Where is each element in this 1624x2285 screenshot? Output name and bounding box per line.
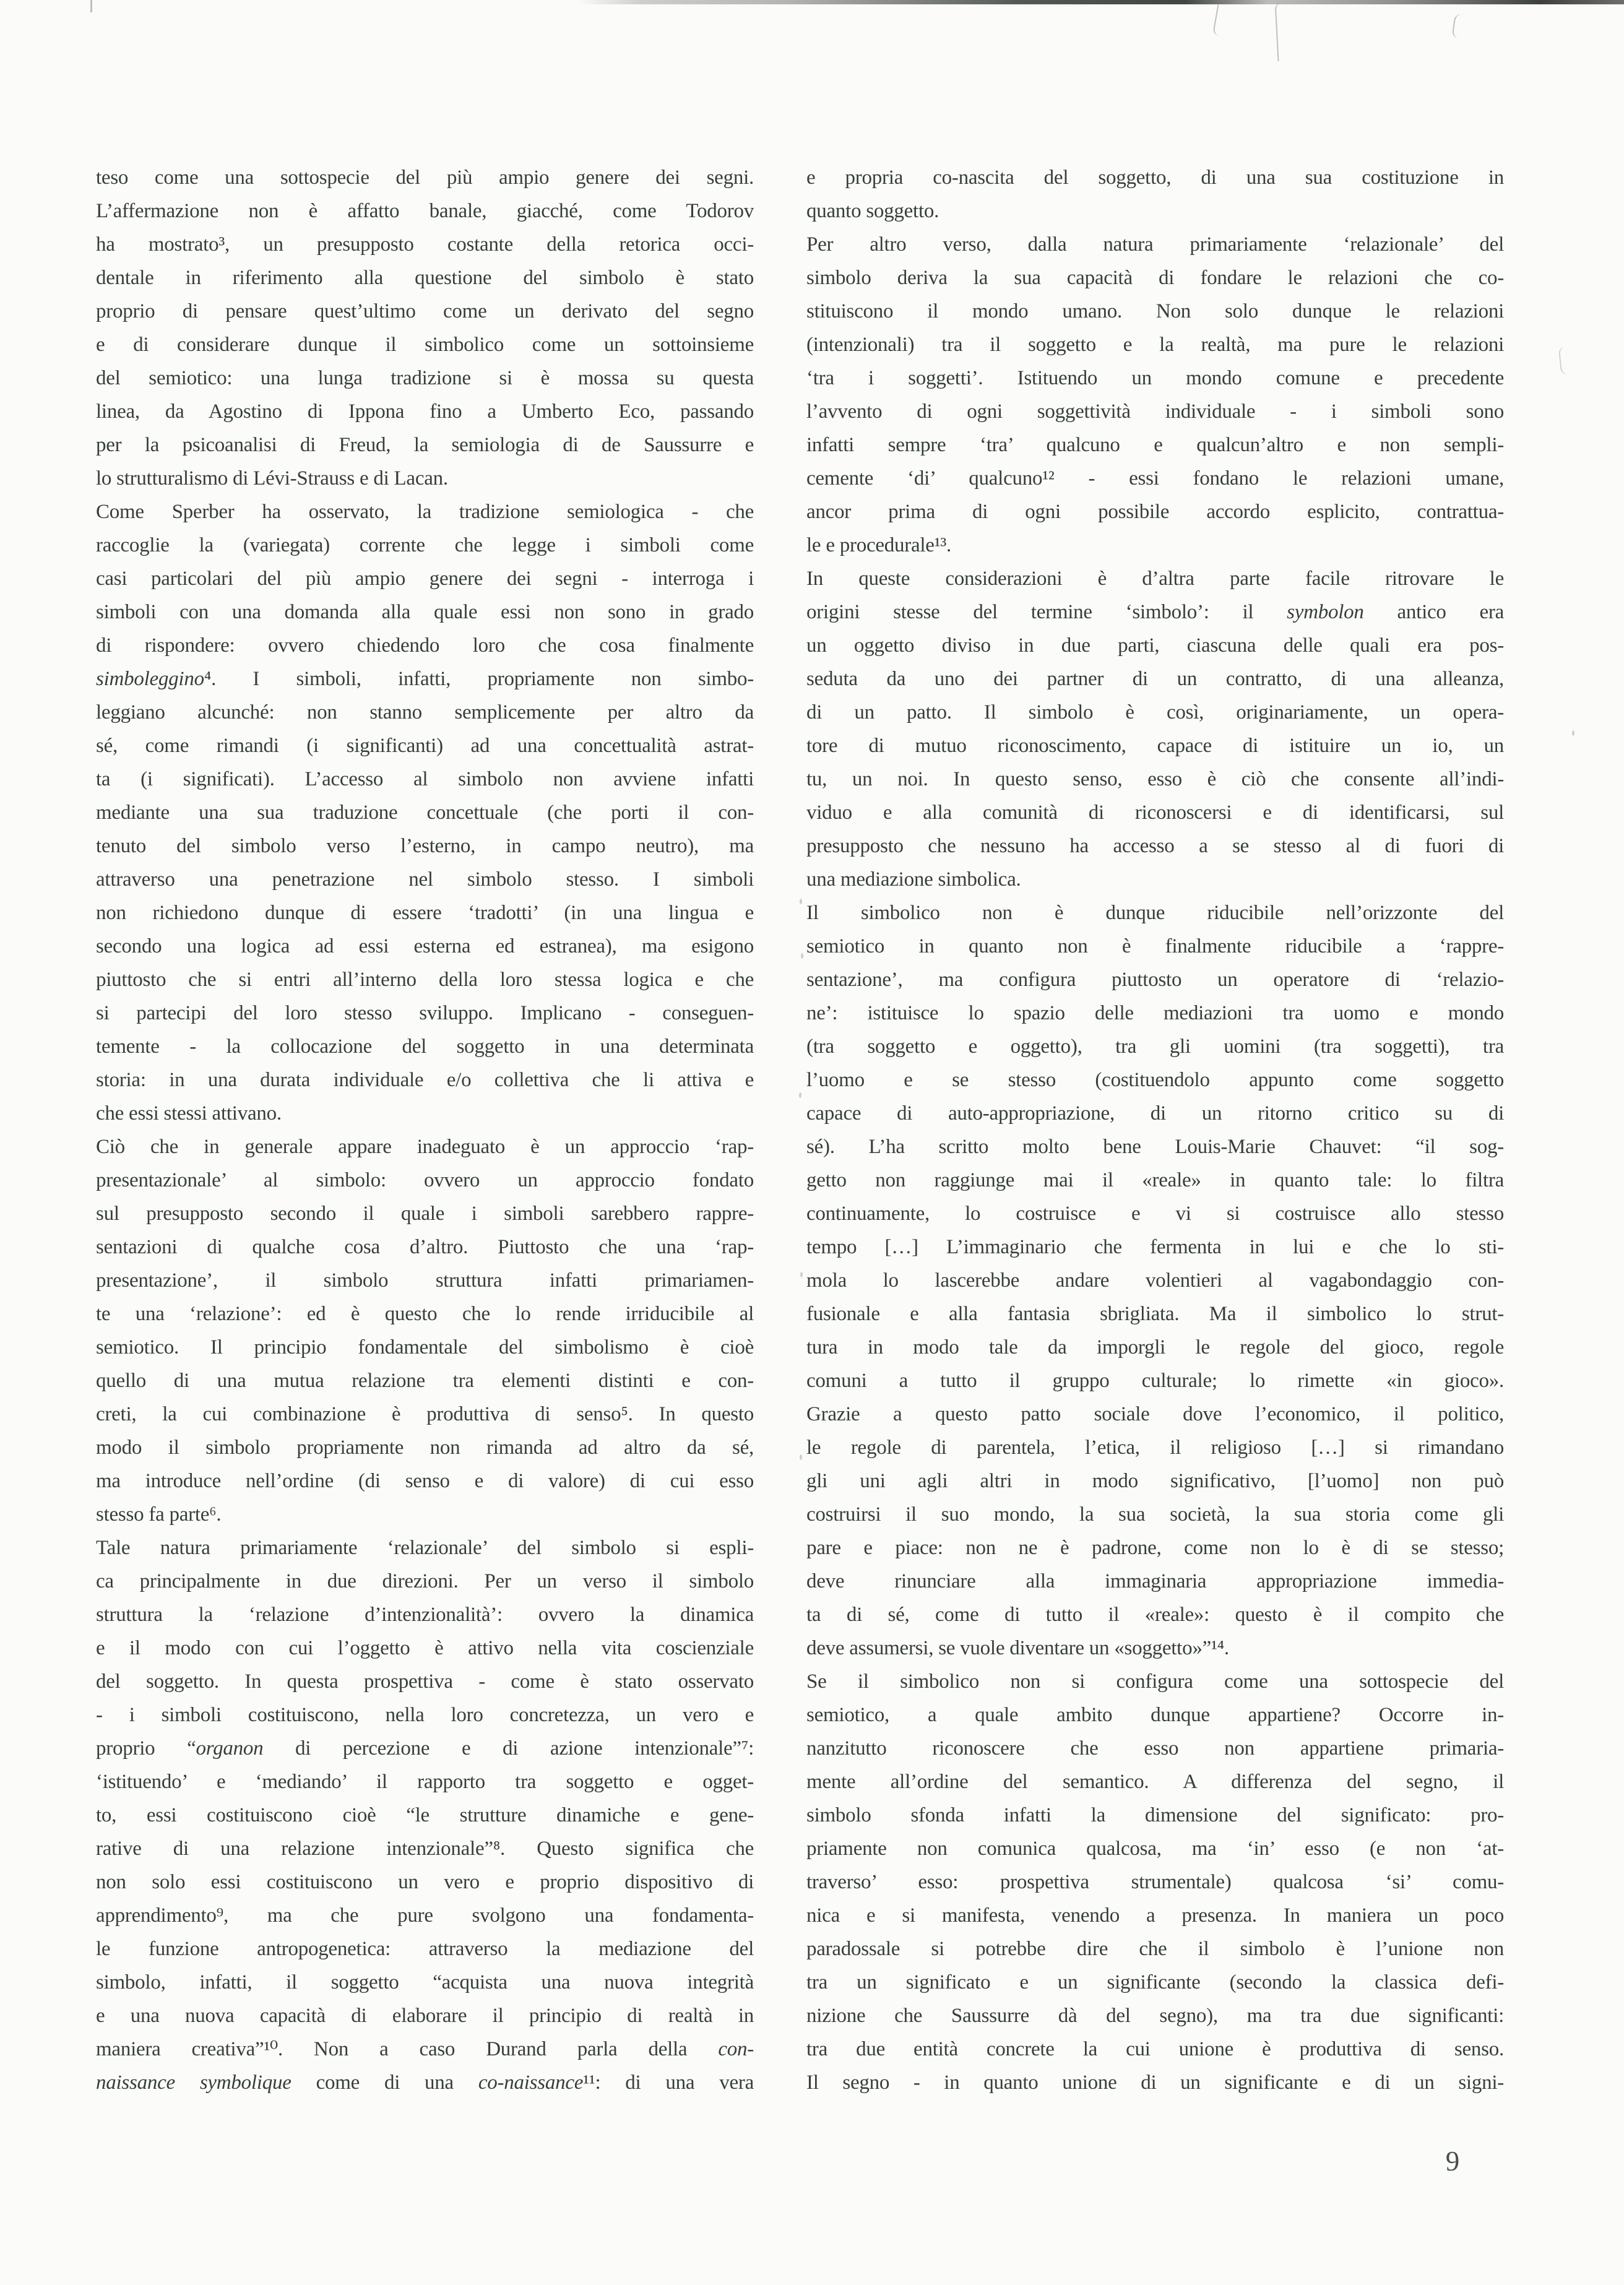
text-line: nanzitutto riconoscere che esso non appartiene primaria- (806, 1737, 1504, 1760)
text-line: origini stesse del termine ‘simbolo’: il symbolon antico era (806, 601, 1504, 623)
text-line: sé, come rimandi (i significanti) ad una concettualità astrat- (96, 735, 754, 757)
text-line: infatti sempre ‘tra’ qualcuno e qualcun’altro e non sempli- (806, 434, 1504, 456)
text-line: presentazione’, il simbolo struttura infatti primariamen- (96, 1269, 754, 1292)
text-line: dentale in riferimento alla questione del simbolo è stato (96, 267, 754, 289)
text-line: stituiscono il mondo umano. Non solo dunque le relazioni (806, 300, 1504, 322)
text-line: teso come una sottospecie del più ampio genere dei segni. (96, 166, 754, 189)
text-line: sentazioni di qualche cosa d’altro. Piuttosto che una ‘rap- (96, 1236, 754, 1258)
text-line: Ciò che in generale appare inadeguato è un approccio ‘rap- (96, 1136, 754, 1158)
text-line: e una nuova capacità di elaborare il principio di realtà in (96, 2005, 754, 2027)
paragraph (96, 1130, 754, 1531)
text-line: leggiano alcunché: non stanno semplicemente per altro da (96, 701, 754, 724)
column-right (806, 161, 1504, 2099)
text-line: tra un significato e un significante (secondo la classica defi- (806, 1971, 1504, 1993)
text-line: nica e si manifesta, venendo a presenza. In maniera un poco (806, 1904, 1504, 1927)
text-line: attraverso una penetrazione nel simbolo stesso. I simboli (96, 868, 754, 891)
text-line: deve rinunciare alla immaginaria appropriazione immedia- (806, 1570, 1504, 1592)
text-line: simbolo, infatti, il soggetto “acquista una nuova integrità (96, 1971, 754, 1993)
text-line: (tra soggetto e oggetto), tra gli uomini (tra soggetti), tra (806, 1035, 1504, 1058)
text-line: ne’: istituisce lo spazio delle mediazioni tra uomo e mondo (806, 1002, 1504, 1024)
text-line: linea, da Agostino di Ippona fino a Umberto Eco, passando (96, 400, 754, 423)
text-line: mente all’ordine del semantico. A differenza del segno, il (806, 1771, 1504, 1793)
scan-artifact-scratch (1212, 4, 1225, 36)
text-line: storia: in una durata individuale e/o collettiva che li attiva e (96, 1069, 754, 1091)
text-line: te una ‘relazione’: ed è questo che lo rende irriducibile al (96, 1303, 754, 1325)
text-line: capace di auto-appropriazione, di un ritorno critico su di (806, 1102, 1504, 1125)
text-line: piuttosto che si entri all’interno della loro stessa logica e che (96, 969, 754, 991)
text-line: le e procedurale¹³. (806, 534, 951, 556)
text-line: non solo essi costituiscono un vero e proprio dispositivo di (96, 1871, 754, 1893)
text-line: In queste considerazioni è d’altra parte facile ritrovare le (806, 568, 1504, 590)
page-number: 9 (1445, 2146, 1460, 2177)
scan-artifact-tick (90, 0, 92, 12)
text-line: quello di una mutua relazione tra elementi distinti e con- (96, 1370, 754, 1392)
text-line: simboleggino⁴. I simboli, infatti, propriamente non simbo- (96, 668, 754, 690)
paragraph (806, 562, 1504, 896)
paragraph (806, 161, 1504, 228)
text-line: semiotico. Il principio fondamentale del simbolismo è cioè (96, 1336, 754, 1358)
text-line: l’avvento di ogni soggettività individuale - i simboli sono (806, 400, 1504, 423)
text-line: ta di sé, come di tutto il «reale»: questo è il compito che (806, 1604, 1504, 1626)
text-line: che essi stessi attivano. (96, 1102, 282, 1125)
text-line: ha mostrato³, un presupposto costante della retorica occi- (96, 233, 754, 256)
text-line: del soggetto. In questa prospettiva - come è stato osservato (96, 1670, 754, 1693)
text-line: Tale natura primariamente ‘relazionale’ del simbolo si espli- (96, 1537, 754, 1559)
text-line: le funzione antropogenetica: attraverso la mediazione del (96, 1938, 754, 1960)
text-line: tu, un noi. In questo senso, esso è ciò che consente all’indi- (806, 768, 1504, 790)
scan-artifact-speck (801, 953, 803, 959)
text-line: - i simboli costituiscono, nella loro concretezza, un vero e (96, 1704, 754, 1726)
scan-artifact-scratch (1558, 346, 1569, 375)
paragraph (96, 161, 754, 495)
text-line: proprio di pensare quest’ultimo come un derivato del segno (96, 300, 754, 322)
text-line: proprio “organon di percezione e di azione intenzionale”⁷: (96, 1737, 754, 1760)
text-line: creti, la cui combinazione è produttiva di senso⁵. In questo (96, 1403, 754, 1425)
text-line: naissance symbolique come di una co-naissance¹¹: di una vera (96, 2071, 754, 2094)
text-line: temente - la collocazione del soggetto in una determinata (96, 1035, 754, 1058)
scan-artifact-speck (800, 1272, 803, 1277)
scan-artifact-scratch (1451, 13, 1462, 38)
text-line: un oggetto diviso in due parti, ciascuna delle quali era pos- (806, 634, 1504, 657)
text-line: simbolo deriva la sua capacità di fondare le relazioni che co- (806, 267, 1504, 289)
text-line: Il simbolico non è dunque riducibile nell’orizzonte del (806, 902, 1504, 924)
text-line: L’affermazione non è affatto banale, giacché, come Todorov (96, 200, 754, 222)
text-line: ‘tra i soggetti’. Istituendo un mondo comune e precedente (806, 367, 1504, 389)
text-line: per la psicoanalisi di Freud, la semiologia di de Saussurre e (96, 434, 754, 456)
text-line: deve assumersi, se vuole diventare un «soggetto»”¹⁴. (806, 1637, 1229, 1659)
text-line: priamente non comunica qualcosa, ma ‘in’ esso (e non ‘at- (806, 1838, 1504, 1860)
text-line: e di considerare dunque il simbolico come un sottoinsieme (96, 334, 754, 356)
text-line: ma introduce nell’ordine (di senso e di valore) di cui esso (96, 1470, 754, 1492)
scan-artifact-speck (1572, 730, 1574, 736)
text-line: sé). L’ha scritto molto bene Louis-Marie Chauvet: “il sog- (806, 1136, 1504, 1158)
scan-artifact-top-strip (579, 0, 1624, 4)
text-line: tura in modo tale da imporgli le regole del gioco, regole (806, 1336, 1504, 1358)
text-line: gli uni agli altri in modo significativo, [l’uomo] non può (806, 1470, 1504, 1492)
text-line: tenuto del simbolo verso l’esterno, in campo neutro), ma (96, 835, 754, 857)
text-line: e propria co-nascita del soggetto, di una sua costituzione in (806, 166, 1504, 189)
text-line: to, essi costituiscono cioè “le strutture dinamiche e gene- (96, 1804, 754, 1826)
text-line: Se il simbolico non si configura come una sottospecie del (806, 1670, 1504, 1693)
text-line: continuamente, lo costruisce e vi si costruisce allo stesso (806, 1203, 1504, 1225)
paragraph (806, 896, 1504, 1665)
text-line: paradossale si potrebbe dire che il simbolo è l’unione non (806, 1938, 1504, 1960)
text-line: seduta da uno dei partner di un contratto, di una alleanza, (806, 668, 1504, 690)
scan-artifact-scratch (1275, 2, 1285, 61)
text-line: rative di una relazione intenzionale”⁸. Questo significa che (96, 1838, 754, 1860)
text-line: fusionale e alla fantasia sbrigliata. Ma il simbolico lo strut- (806, 1303, 1504, 1325)
paragraph (806, 1665, 1504, 2099)
paragraph (96, 495, 754, 1130)
text-line: semiotico, a quale ambito dunque appartiene? Occorre in- (806, 1704, 1504, 1726)
text-line: non richiedono dunque di essere ‘tradotti’ (in una lingua e (96, 902, 754, 924)
text-line: traverso’ esso: prospettiva strumentale) qualcosa ‘si’ comu- (806, 1871, 1504, 1893)
text-line: apprendimento⁹, ma che pure svolgono una fondamenta- (96, 1904, 754, 1927)
text-line: l’uomo e se stesso (costituendolo appunto come soggetto (806, 1069, 1504, 1091)
text-line: Grazie a questo patto sociale dove l’economico, il politico, (806, 1403, 1504, 1425)
text-line: struttura la ‘relazione d’intenzionalità’: ovvero la dinamica (96, 1604, 754, 1626)
text-line: ta (i significati). L’accesso al simbolo non avviene infatti (96, 768, 754, 790)
paragraph (806, 228, 1504, 562)
text-line: una mediazione simbolica. (806, 868, 1021, 891)
text-line: costruirsi il suo mondo, la sua società, la sua storia come gli (806, 1503, 1504, 1526)
text-line: modo il simbolo propriamente non rimanda ad altro da sé, (96, 1436, 754, 1459)
text-line: ca principalmente in due direzioni. Per un verso il simbolo (96, 1570, 754, 1592)
text-line: simboli con una domanda alla quale essi non sono in grado (96, 601, 754, 623)
scan-artifact-speck (800, 899, 802, 904)
text-line: casi particolari del più ampio genere dei segni - interroga i (96, 568, 754, 590)
text-line: presentazionale’ al simbolo: ovvero un approccio fondato (96, 1169, 754, 1191)
text-line: presupposto che nessuno ha accesso a se stesso al di fuori di (806, 835, 1504, 857)
text-line: Come Sperber ha osservato, la tradizione semiologica - che (96, 501, 754, 523)
text-line: (intenzionali) tra il soggetto e la realtà, ma pure le relazioni (806, 334, 1504, 356)
text-line: raccoglie la (variegata) corrente che legge i simboli come (96, 534, 754, 556)
text-line: semiotico in quanto non è finalmente riducibile a ‘rappre- (806, 935, 1504, 957)
text-line: pare e piace: non ne è padrone, come non lo è di se stesso; (806, 1537, 1504, 1559)
text-line: viduo e alla comunità di riconoscersi e di identificarsi, sul (806, 801, 1504, 824)
text-line: tra due entità concrete la cui unione è produttiva di senso. (806, 2038, 1504, 2060)
text-line: lo strutturalismo di Lévi-Strauss e di Lacan. (96, 467, 448, 490)
text-line: simbolo sfonda infatti la dimensione del significato: pro- (806, 1804, 1504, 1826)
text-line: sentazione’, ma configura piuttosto un operatore di ‘relazio- (806, 969, 1504, 991)
text-line: mediante una sua traduzione concettuale (che porti il con- (96, 801, 754, 824)
column-left (96, 161, 754, 2099)
scan-artifact-speck (799, 1092, 801, 1098)
text-line: ancor prima di ogni possibile accordo esplicito, contrattua- (806, 501, 1504, 523)
text-line: tore di mutuo riconoscimento, capace di istituire un io, un (806, 735, 1504, 757)
text-line: comuni a tutto il gruppo culturale; lo rimette «in gioco». (806, 1370, 1504, 1392)
text-line: getto non raggiunge mai il «reale» in quanto tale: lo filtra (806, 1169, 1504, 1191)
text-line: cemente ‘di’ qualcuno¹² - essi fondano le relazioni umane, (806, 467, 1504, 490)
text-line: le regole di parentela, l’etica, il religioso […] si rimandano (806, 1436, 1504, 1459)
text-line: quanto soggetto. (806, 200, 939, 222)
text-line: mola lo lascerebbe andare volentieri al vagabondaggio con- (806, 1269, 1504, 1292)
text-line: ‘istituendo’ e ‘mediando’ il rapporto tra soggetto e ogget- (96, 1771, 754, 1793)
text-line: del semiotico: una lunga tradizione si è mossa su questa (96, 367, 754, 389)
text-line: di rispondere: ovvero chiedendo loro che cosa finalmente (96, 634, 754, 657)
scan-artifact-speck (800, 1454, 802, 1460)
text-line: tempo […] L’immaginario che fermenta in lui e che lo sti- (806, 1236, 1504, 1258)
text-line: di un patto. Il simbolo è così, originariamente, un opera- (806, 701, 1504, 724)
text-line: e il modo con cui l’oggetto è attivo nella vita coscienziale (96, 1637, 754, 1659)
text-line: Per altro verso, dalla natura primariamente ‘relazionale’ del (806, 233, 1504, 256)
text-line: maniera creativa”¹⁰. Non a caso Durand parla della con- (96, 2038, 754, 2060)
text-line: nizione che Saussurre dà del segno), ma tra due significanti: (806, 2005, 1504, 2027)
text-line: si partecipi del loro stesso sviluppo. Implicano - conseguen- (96, 1002, 754, 1024)
text-line: Il segno - in quanto unione di un significante e di un signi- (806, 2071, 1504, 2094)
text-line: stesso fa parte⁶. (96, 1503, 222, 1526)
paragraph (96, 1531, 754, 2099)
text-line: secondo una logica ad essi esterna ed estranea), ma esigono (96, 935, 754, 957)
text-line: sul presupposto secondo il quale i simboli sarebbero rappre- (96, 1203, 754, 1225)
